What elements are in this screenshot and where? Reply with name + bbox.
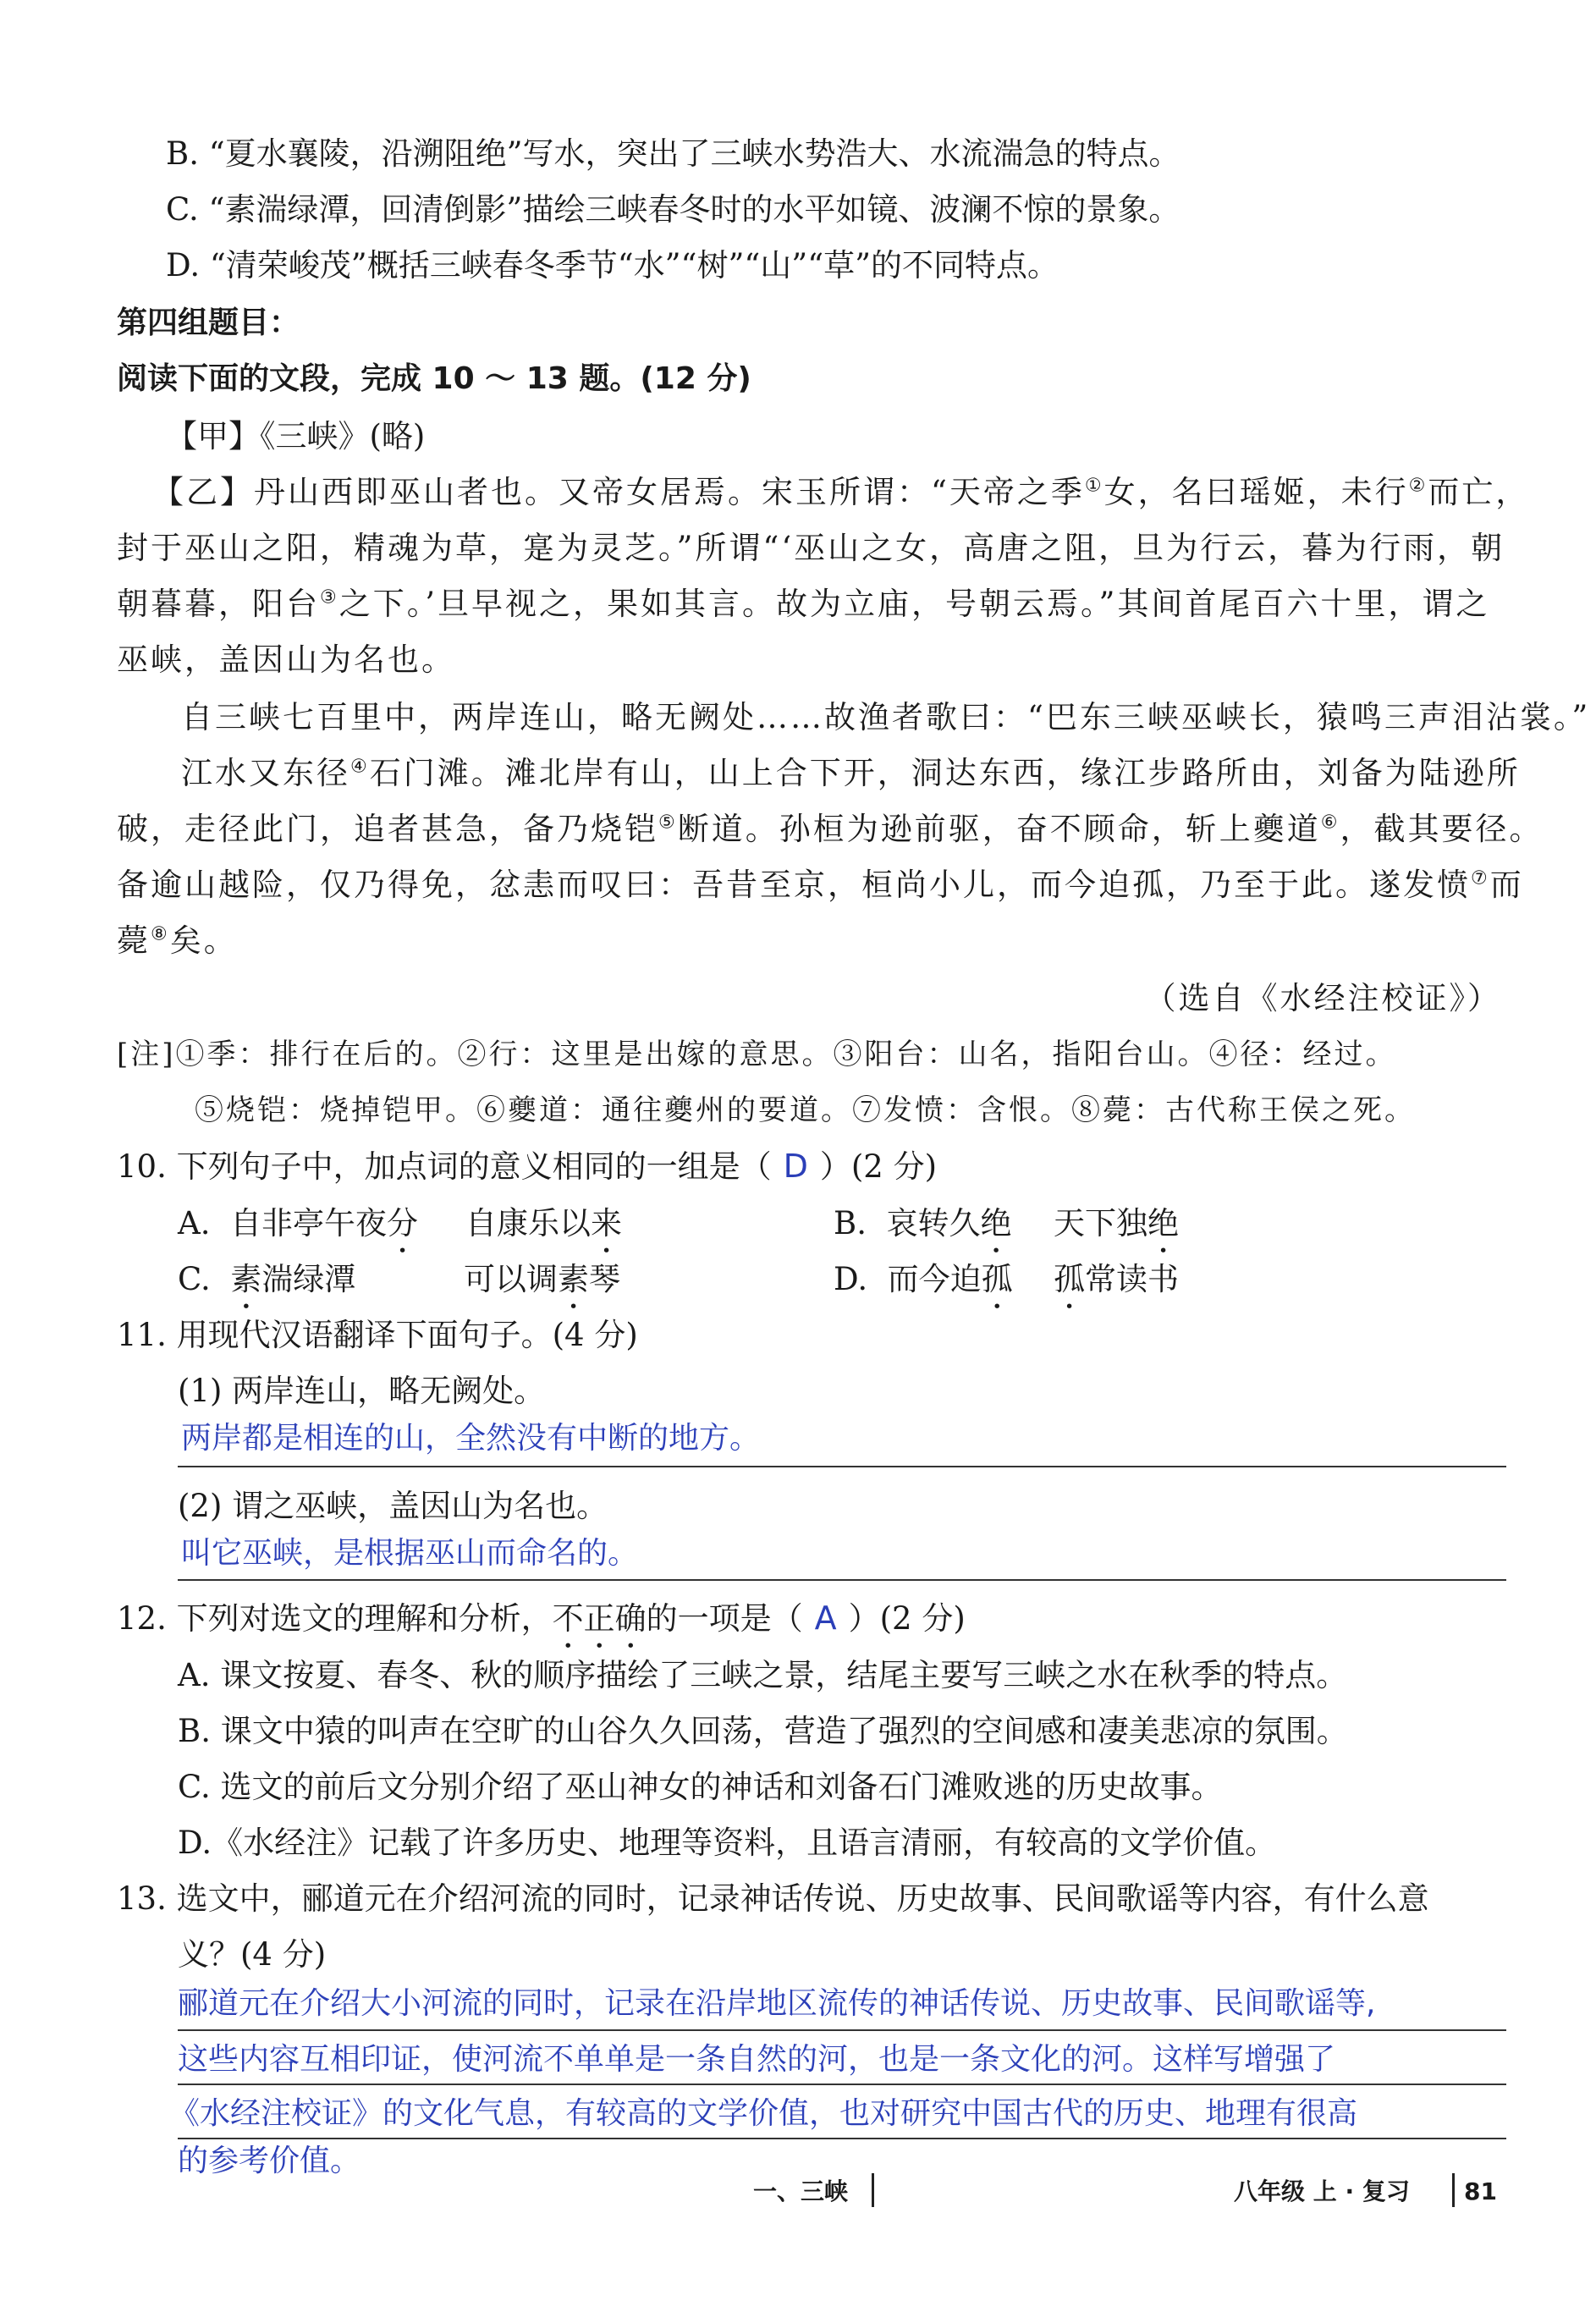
- passage-yi-line1: 【乙】丹山西即巫山者也。又帝女居焉。宋玉所谓：“天帝之季①女，名曰瑶姬，未行②而亡，: [152, 474, 1530, 510]
- q10-option-a-2: 自康乐以来: [465, 1205, 622, 1241]
- passage-source: （选自《水经注校证》）: [1144, 980, 1501, 1016]
- answer-line: [178, 1466, 1506, 1467]
- answer-line: [178, 2029, 1506, 2031]
- footer-grade: 八年级 上 · 复习: [1234, 2177, 1410, 2205]
- q10-option-d-2: 孤常读书: [1054, 1261, 1179, 1297]
- q10-answer: D: [783, 1148, 808, 1185]
- q13-answer-1: 郦道元在介绍大小河流的同时，记录在沿岸地区流传的神话传说、历史故事、民间歌谣等,: [178, 1986, 1376, 2021]
- passage-yi-line4: 巫峡，盖因山为名也。: [117, 641, 455, 678]
- footer-divider: [1452, 2173, 1455, 2207]
- q10-option-b-2: 天下独绝: [1054, 1205, 1179, 1241]
- q13-answer-2: 这些内容互相印证，使河流不单单是一条自然的河，也是一条文化的河。这样写增强了: [178, 2042, 1336, 2077]
- q11-stem: 11. 用现代汉语翻译下面句子。(4 分): [117, 1317, 638, 1353]
- footnote-mark: ⑤: [658, 812, 678, 834]
- footnote-mark: ⑥: [1320, 812, 1340, 834]
- q10-option-a: A. 自非亭午夜分: [178, 1205, 419, 1241]
- group-title: 第四组题目：: [117, 306, 300, 340]
- page-number: 81: [1464, 2177, 1497, 2205]
- q11-sentence-2: (2) 谓之巫峡，盖因山为名也。: [178, 1488, 608, 1524]
- q12-option-a: A. 课文按夏、春冬、秋的顺序描绘了三峡之景，结尾主要写三峡之水在秋季的特点。: [178, 1657, 1348, 1693]
- answer-line: [178, 2138, 1506, 2139]
- passage-p3-line2: 破，走径此门，追者甚急，备乃烧铠⑤断道。孙桓为逊前驱，奋不顾命，斩上夔道⑥，截其要径。: [117, 811, 1544, 847]
- instruction: 阅读下面的文段，完成 10 ～ 13 题。(12 分): [117, 361, 751, 396]
- footnote-mark: ③: [320, 586, 339, 608]
- q12-option-c: C. 选文的前后文分别介绍了巫山神女的神话和刘备石门滩败逃的历史故事。: [178, 1769, 1223, 1805]
- q11-answer-1: 两岸都是相连的山，全然没有中断的地方。: [181, 1421, 761, 1456]
- footer-divider: [872, 2173, 874, 2207]
- footnote-mark: ④: [350, 756, 370, 778]
- option-b-prev: B. “夏水襄陵，沿溯阻绝”写水，突出了三峡水势浩大、水流湍急的特点。: [166, 135, 1180, 172]
- q10-option-c: C. 素湍绿潭: [178, 1261, 356, 1297]
- passage-yi-line2: 封于巫山之阳，精魂为草，寔为灵芝。”所谓“‘巫山之女，高唐之阻，旦为行云，暮为行雨，朝: [117, 530, 1505, 566]
- passage-p2: 自三峡七百里中，两岸连山，略无阙处……故渔者歌曰：“巴东三峡巫峡长，猿鸣三声泪沾裳。”: [181, 699, 1591, 735]
- answer-line: [178, 2084, 1506, 2085]
- passage-p3-line4: 薨⑧矣。: [117, 922, 238, 959]
- q10-option-b: B. 哀转久绝: [834, 1205, 1012, 1241]
- footnote-mark: ⑦: [1471, 867, 1490, 889]
- q12-stem: 12. 下列对选文的理解和分析，不正确的一项是（ A ）(2 分): [117, 1599, 966, 1637]
- footer-section: 一、三峡: [753, 2177, 849, 2205]
- q13-answer-4: 的参考价值。: [178, 2144, 361, 2178]
- q13-stem-2: 义？(4 分): [178, 1936, 327, 1973]
- q11-sentence-1: (1) 两岸连山，略无阙处。: [178, 1373, 546, 1409]
- q12-option-b: B. 课文中猿的叫声在空旷的山谷久久回荡，营造了强烈的空间感和凄美悲凉的氛围。: [178, 1713, 1348, 1749]
- passage-yi-line3: 朝暮暮，阳台③之下。’旦早视之，果如其言。故为立庙，号朝云焉。”其间首尾百六十里，谓之: [117, 586, 1490, 622]
- notes-line2: ⑤烧铠：烧掉铠甲。⑥夔道：通往夔州的要道。⑦发愤：含恨。⑧薨：古代称王侯之死。: [195, 1093, 1416, 1127]
- answer-line: [178, 1579, 1506, 1581]
- footnote-mark: ⑧: [151, 923, 170, 945]
- q10-option-c-2: 可以调素琴: [464, 1261, 620, 1297]
- option-d-prev: D. “清荣峻茂”概括三峡春冬季节“水”“树”“山”“草”的不同特点。: [166, 247, 1059, 283]
- passage-p3-line3: 备逾山越险，仅乃得免，忿恚而叹曰：吾昔至京，桓尚小儿，而今迫孤，乃至于此。遂发愤⑦而: [117, 867, 1524, 903]
- passage-jia: 【甲】《三峡》(略): [166, 418, 426, 454]
- q12-option-d: D.《水经注》记载了许多历史、地理等资料，且语言清丽，有较高的文学价值。: [178, 1825, 1277, 1861]
- q10-stem: 10. 下列句子中，加点词的意义相同的一组是（ D ）(2 分): [117, 1148, 938, 1185]
- q12-answer: A: [814, 1599, 837, 1637]
- q11-answer-2: 叫它巫峡，是根据巫山而命名的。: [181, 1536, 639, 1571]
- q13-stem-1: 13. 选文中，郦道元在介绍河流的同时，记录神话传说、历史故事、民间歌谣等内容，有什么意: [117, 1880, 1429, 1917]
- q13-answer-3: 《水经注校证》的文化气息，有较高的文学价值，也对研究中国古代的历史、地理有很高: [169, 2096, 1358, 2131]
- passage-p3-line1: 江水又东径④石门滩。滩北岸有山，山上合下开，洞达东西，缘江步路所由，刘备为陆逊所: [181, 755, 1521, 791]
- notes-line1: [注]①季：排行在后的。②行：这里是出嫁的意思。③阳台：山名，指阳台山。④径：经过。: [117, 1038, 1397, 1071]
- footnote-mark: ②: [1408, 475, 1428, 497]
- option-c-prev: C. “素湍绿潭，回清倒影”描绘三峡春冬时的水平如镜、波澜不惊的景象。: [166, 191, 1180, 228]
- q10-option-d: D. 而今迫孤: [834, 1261, 1013, 1297]
- footnote-mark: ①: [1084, 475, 1104, 497]
